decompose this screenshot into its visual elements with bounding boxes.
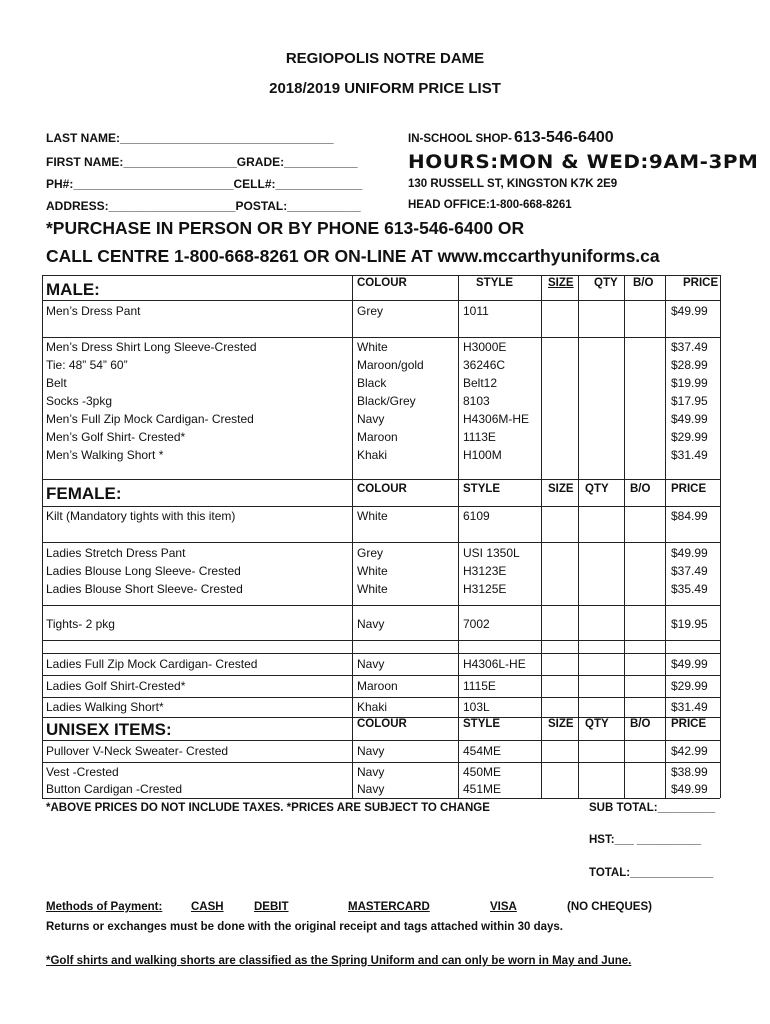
item-name: Button Cardigan -Crested [46,782,183,796]
unisex-qty-header: QTY [585,718,609,730]
item-price: $35.49 [671,582,708,596]
item-style: H3123E [463,564,507,578]
item-price: $49.99 [671,304,708,318]
item-price: $84.99 [671,509,708,523]
male-bo-header: B/O [633,277,654,289]
item-style: 1113E [463,430,496,444]
item-colour: Maroon/gold [357,358,424,372]
unisex-bo-header: B/O [630,718,651,730]
phone-cell-field[interactable]: PH#:________________________CELL#:_____________ [46,177,363,191]
item-style: 1115E [463,679,496,693]
head-office: HEAD OFFICE:1-800-668-8261 [408,199,572,211]
item-style: Belt12 [463,376,498,390]
item-name: Pullover V-Neck Sweater- Crested [46,744,229,758]
item-name: Men’s Full Zip Mock Cardigan- Crested [46,412,254,426]
item-style: 7002 [463,617,490,631]
item-name: Men’s Dress Shirt Long Sleeve-Crested [46,340,257,354]
item-colour: Navy [357,782,385,796]
total-field[interactable]: TOTAL:_____________ [589,867,714,879]
item-price: $37.49 [671,340,708,354]
payment-mastercard: MASTERCARD [348,901,430,913]
unisex-size-header: SIZE [548,718,574,730]
shop-hours: HOURS:MON & WED:9AM-3PM [408,151,759,173]
item-price: $49.99 [671,412,708,426]
item-colour: Khaki [357,448,388,462]
item-price: $29.99 [671,430,708,444]
last-name-field[interactable]: LAST NAME:________________________________ [46,131,334,145]
item-price: $28.99 [671,358,708,372]
item-name: Vest -Crested [46,765,119,779]
item-style: 36246C [463,358,506,372]
item-colour: Maroon [357,679,398,693]
returns-policy: Returns or exchanges must be done with the original receipt and tags attached within 30 days. [46,921,563,933]
item-price: $49.99 [671,782,708,796]
item-price: $49.99 [671,546,708,560]
item-colour: Navy [357,765,385,779]
item-style: H100M [463,448,502,462]
item-style: 450ME [463,765,502,779]
shop-phone: 613-546-6400 [514,129,614,146]
item-colour: Maroon [357,430,398,444]
item-colour: Black [357,376,387,390]
item-name: Tights- 2 pkg [46,617,115,631]
male-size-header: SIZE [548,277,574,289]
item-colour: Navy [357,657,385,671]
item-price: $19.99 [671,376,708,390]
item-colour: Navy [357,412,385,426]
item-name: Ladies Walking Short* [46,700,164,714]
item-style: 454ME [463,744,502,758]
female-qty-header: QTY [585,483,609,495]
item-name: Men’s Dress Pant [46,304,141,318]
female-price-header: PRICE [671,483,707,495]
no-cheques-note: (NO CHEQUES) [567,901,652,913]
item-price: $42.99 [671,744,708,758]
female-section-title: FEMALE: [46,484,122,503]
payment-cash: CASH [191,901,224,913]
item-style: 6109 [463,509,490,523]
unisex-price-header: PRICE [671,718,707,730]
item-colour: White [357,509,388,523]
female-colour-header: COLOUR [357,483,407,495]
item-colour: White [357,564,388,578]
item-price: $31.49 [671,700,708,714]
tax-note: *ABOVE PRICES DO NOT INCLUDE TAXES. *PRICES ARE SUBJECT TO CHANGE [46,802,490,814]
subtotal-field[interactable]: SUB TOTAL:_________ [589,802,716,814]
unisex-colour-header: COLOUR [357,718,407,730]
item-style: H3000E [463,340,507,354]
item-style: H4306L-HE [463,657,526,671]
payment-visa: VISA [490,901,517,913]
item-colour: Black/Grey [357,394,416,408]
item-style: H3125E [463,582,507,596]
item-price: $17.95 [671,394,708,408]
male-section-title: MALE: [46,280,100,299]
item-name: Ladies Golf Shirt-Crested* [46,679,186,693]
item-price: $29.99 [671,679,708,693]
unisex-section-title: UNISEX ITEMS: [46,720,172,739]
item-style: H4306M-HE [463,412,530,426]
male-style-header: STYLE [476,277,514,289]
item-name: Ladies Blouse Short Sleeve- Crested [46,582,243,596]
in-school-shop-label: IN-SCHOOL SHOP- [408,133,512,145]
unisex-style-header: STYLE [463,718,501,730]
item-name: Men’s Golf Shirt- Crested* [46,430,186,444]
male-qty-header: QTY [594,277,618,289]
item-name: Socks -3pkg [46,394,113,408]
item-style: 8103 [463,394,490,408]
male-price-header: PRICE [683,277,719,289]
address-postal-field[interactable]: ADDRESS:___________________POSTAL:___________ [46,199,361,213]
female-size-header: SIZE [548,483,574,495]
first-name-grade-field[interactable]: FIRST NAME:_________________GRADE:___________ [46,155,358,169]
shop-address: 130 RUSSELL ST, KINGSTON K7K 2E9 [408,178,618,190]
item-name: Tie: 48” 54” 60” [46,358,128,372]
item-name: Ladies Blouse Long Sleeve- Crested [46,564,241,578]
item-style: 103L [463,700,490,714]
purchase-notice-line2: CALL CENTRE 1-800-668-8261 OR ON-LINE AT www.mccarthyuniforms.ca [46,246,660,266]
item-style: 1011 [463,304,489,318]
item-price: $37.49 [671,564,708,578]
item-name: Ladies Full Zip Mock Cardigan- Crested [46,657,258,671]
item-colour: Navy [357,744,385,758]
item-price: $38.99 [671,765,708,779]
female-bo-header: B/O [630,483,651,495]
item-price: $31.49 [671,448,708,462]
item-colour: Grey [357,304,384,318]
payment-methods-label: Methods of Payment: [46,901,163,913]
item-colour: Khaki [357,700,388,714]
item-style: USI 1350L [463,546,520,560]
purchase-notice-line1: *PURCHASE IN PERSON OR BY PHONE 613-546-6400 OR [46,218,525,238]
item-name: Ladies Stretch Dress Pant [46,546,186,560]
item-name: Belt [46,376,67,390]
item-price: $49.99 [671,657,708,671]
item-name: Kilt (Mandatory tights with this item) [46,509,236,523]
item-colour: White [357,340,388,354]
female-style-header: STYLE [463,483,501,495]
item-name: Men’s Walking Short * [46,448,164,462]
golf-shirts-note: *Golf shirts and walking shorts are classified as the Spring Uniform and can only be worn in May and June. [46,955,632,967]
item-style: 451ME [463,782,502,796]
item-colour: White [357,582,388,596]
payment-debit: DEBIT [254,901,289,913]
male-colour-header: COLOUR [357,277,407,289]
item-colour: Navy [357,617,385,631]
item-price: $19.95 [671,617,708,631]
price-list-title: 2018/2019 UNIFORM PRICE LIST [269,80,501,97]
school-name: REGIOPOLIS NOTRE DAME [285,50,485,67]
hst-field[interactable]: HST:___ __________ [589,834,701,846]
item-colour: Grey [357,546,384,560]
